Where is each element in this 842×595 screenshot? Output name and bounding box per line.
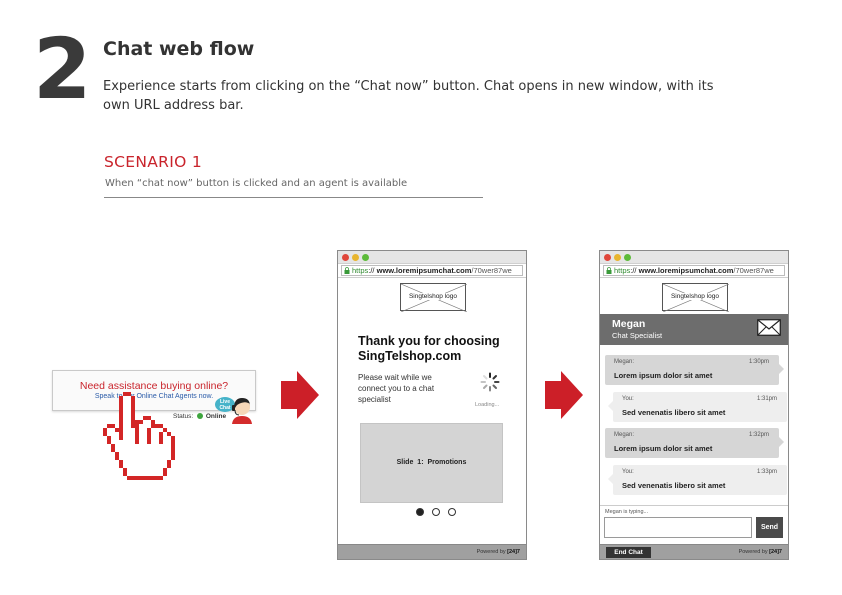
chat-message-user [613, 465, 787, 495]
step-description: Experience starts from clicking on the “Chat now” button. Chat opens in new window, with its own URL address bar. [103, 79, 714, 113]
agent-role: Chat Specialist [612, 331, 663, 340]
agent-header [600, 314, 788, 345]
url-address-bar[interactable] [603, 265, 785, 276]
url-path: /70wer87we [471, 266, 512, 275]
maximize-window-button[interactable] [624, 254, 631, 261]
powered-by-brand: [24]7 [507, 549, 520, 555]
window-titlebar [338, 251, 526, 264]
widget-status [173, 413, 226, 420]
message-time: 1:33pm [756, 469, 777, 475]
minimize-window-button[interactable] [614, 254, 621, 261]
scenario-divider [104, 197, 483, 198]
chat-now-link[interactable]: Speak to our Online Chat Agents now. [94, 393, 214, 400]
agent-name: Megan [612, 318, 646, 330]
agent-avatar-icon [229, 396, 253, 424]
window-content [338, 277, 526, 545]
message-sender: You: [622, 469, 634, 475]
url-scheme: https [352, 266, 369, 275]
arrow-right-icon [545, 371, 583, 419]
powered-by-text: Powered by [738, 549, 768, 555]
scenario-description: When “chat now” button is clicked and an agent is available [105, 178, 408, 189]
message-sender: Megan: [614, 359, 635, 365]
chat-message-agent [605, 428, 779, 458]
url-separator: :// [630, 266, 637, 275]
close-window-button[interactable] [342, 254, 349, 261]
bubble-tail [779, 364, 784, 374]
lock-icon [344, 267, 350, 274]
message-time: 1:31pm [756, 396, 777, 402]
singtelshop-logo-placeholder [400, 283, 466, 311]
slide-dot-3[interactable] [448, 508, 456, 516]
window-footer [600, 544, 788, 559]
slide-caption: Slide 1: Promotions [396, 459, 467, 466]
message-text: Lorem ipsum dolor sit amet [614, 444, 713, 453]
powered-by-brand: [24]7 [769, 549, 782, 555]
status-value: Online [205, 413, 227, 420]
live-chat-bubble-icon[interactable]: Live Chat [215, 397, 235, 412]
logo-label-wrapper [401, 293, 465, 300]
widget-headline: Need assistance buying online? [79, 380, 229, 392]
bubble-tail [608, 401, 613, 411]
message-text: Sed venenatis libero sit amet [622, 481, 726, 490]
email-transcript-icon[interactable] [757, 319, 781, 336]
loading-spinner-icon [480, 372, 500, 392]
powered-by-label [477, 549, 520, 555]
url-scheme: https [614, 266, 631, 275]
message-time: 1:30pm [748, 359, 769, 365]
logo-label: Singtelshop logo [670, 293, 720, 300]
send-button[interactable]: Send [756, 517, 783, 538]
minimize-window-button[interactable] [352, 254, 359, 261]
slide-dot-2[interactable] [432, 508, 440, 516]
loading-label: Loading... [475, 402, 500, 408]
window-titlebar [600, 251, 788, 264]
message-text: Lorem ipsum dolor sit amet [614, 371, 713, 380]
powered-by-label [739, 549, 782, 555]
hand-pointer-cursor-icon [103, 392, 179, 480]
end-chat-button[interactable]: End Chat [606, 547, 651, 558]
close-window-button[interactable] [604, 254, 611, 261]
url-path: /70wer87we [733, 266, 774, 275]
chat-browser-window [599, 250, 789, 560]
loading-browser-window [337, 250, 527, 560]
url-separator: :// [368, 266, 375, 275]
url-address-bar[interactable] [341, 265, 523, 276]
arrow-right-icon [281, 371, 319, 419]
input-divider [600, 505, 788, 506]
maximize-window-button[interactable] [362, 254, 369, 261]
thank-you-title: Thank you for choosing SingTelshop.com [358, 334, 500, 363]
message-sender: Megan: [614, 432, 635, 438]
message-text: Sed venenatis libero sit amet [622, 408, 726, 417]
bubble-tail [779, 437, 784, 447]
slide-dot-1[interactable] [416, 508, 424, 516]
promotions-slide[interactable] [360, 423, 503, 503]
wait-message: Please wait while we connect you to a chat specialist [358, 373, 435, 404]
chat-message-agent [605, 355, 779, 385]
status-dot-icon [197, 413, 203, 419]
url-host: www.loremipsumchat.com [638, 266, 734, 275]
step-number: 2 [33, 20, 90, 118]
scenario-title: SCENARIO 1 [104, 153, 202, 171]
message-input[interactable] [604, 517, 752, 538]
singtelshop-logo-placeholder [662, 283, 728, 311]
typing-indicator: Megan is typing... [605, 509, 649, 515]
message-time: 1:32pm [748, 432, 769, 438]
url-host: www.loremipsumchat.com [376, 266, 472, 275]
page-title: Chat web flow [103, 38, 255, 60]
bubble-tail [608, 474, 613, 484]
lock-icon [606, 267, 612, 274]
window-footer [338, 544, 526, 559]
status-label: Status: [173, 413, 194, 420]
message-sender: You: [622, 396, 634, 402]
logo-label: Singtelshop logo [408, 293, 458, 300]
chat-message-user [613, 392, 787, 422]
logo-label-wrapper [663, 293, 727, 300]
window-content [600, 277, 788, 545]
powered-by-text: Powered by [476, 549, 506, 555]
